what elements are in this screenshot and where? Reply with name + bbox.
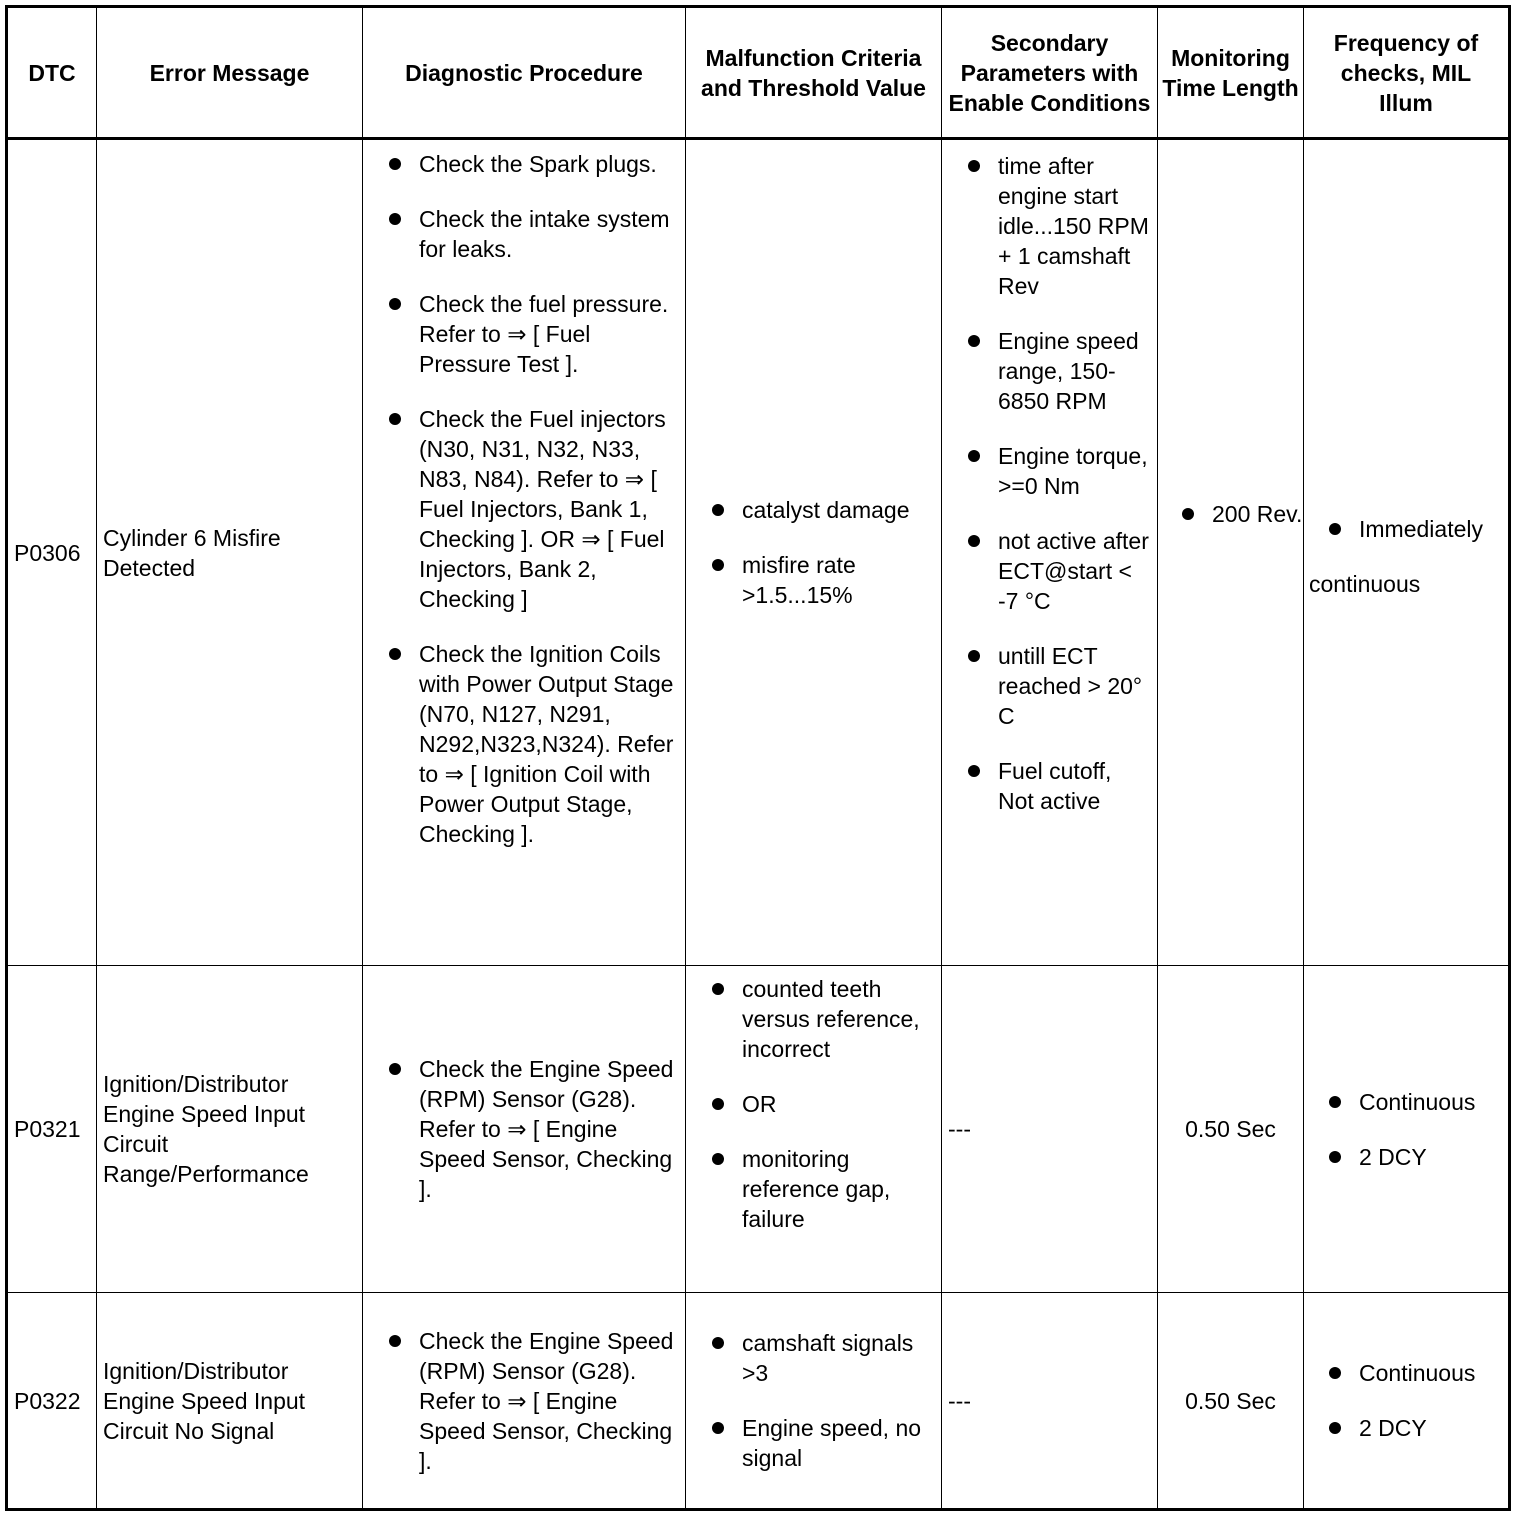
secondary-parameters [942,139,1158,966]
malfunction-criteria [686,966,942,1293]
list-item: misfire rate >1.5...15% [686,550,935,610]
frequency [1304,139,1510,966]
list-item: 200 Rev. [1158,499,1303,529]
list-item: 2 DCY [1304,1142,1508,1172]
list-item: Continuous [1304,1358,1508,1388]
diagnostic-procedure [363,966,686,1293]
list-item: Immediately [1304,514,1508,544]
list-item: catalyst damage [686,495,935,525]
list-item: Fuel cutoff, Not active [942,756,1153,816]
diagnostic-procedure [363,1293,686,1510]
table-row-p0321 [7,966,1510,1293]
list-item: Check the fuel pressure. Refer to ⇒ [ Fuel Pressure Test ]. [363,289,681,379]
header-dtc: DTC [7,7,97,139]
secondary-parameters: --- [942,966,1158,1293]
diagnostic-procedure [363,139,686,966]
list-item: Engine torque, >=0 Nm [942,441,1153,501]
frequency-note: continuous [1309,571,1421,597]
secondary-parameters: --- [942,1293,1158,1510]
list-item: OR [686,1089,937,1119]
list-item: untill ECT reached > 20° C [942,641,1153,731]
list-item: Engine speed range, 150-6850 RPM [942,326,1153,416]
list-item: counted teeth versus reference, incorrect [686,974,937,1064]
malfunction-criteria [686,139,942,966]
header-row [7,7,1510,139]
header-diagnostic-procedure: Diagnostic Procedure [363,7,686,139]
list-item: camshaft signals >3 [686,1328,937,1388]
list-item: 2 DCY [1304,1413,1508,1443]
list-item: Check the Ignition Coils with Power Output Stage (N70, N127, N291, N292,N323,N324). Refer to ⇒ [ Ignition Coil with Power Output Stage, Checking ]. [363,639,681,849]
list-item: not active after ECT@start < -7 °C [942,526,1153,616]
table-row-p0322 [7,1293,1510,1510]
list-item: Check the intake system for leaks. [363,204,681,264]
header-monitoring-time: Monitoring Time Length [1158,7,1304,139]
frequency [1304,1293,1510,1510]
header-frequency: Frequency of checks, MIL Illum [1304,7,1510,139]
list-item: Continuous [1304,1087,1508,1117]
header-error-message: Error Message [97,7,363,139]
header-malfunction-criteria: Malfunction Criteria and Threshold Value [686,7,942,139]
dtc-code: P0306 [7,139,97,966]
monitoring-time: 0.50 Sec [1158,1293,1304,1510]
monitoring-time [1158,139,1304,966]
header-secondary-parameters: Secondary Parameters with Enable Conditions [942,7,1158,139]
list-item: Check the Fuel injectors (N30, N31, N32, N33, N83, N84). Refer to ⇒ [ Fuel Injectors, Bank 1, Checking ]. OR ⇒ [ Fuel Injectors, Bank 2, Checking ] [363,404,681,614]
frequency [1304,966,1510,1293]
list-item: time after engine start idle...150 RPM + 1 camshaft Rev [942,151,1153,301]
error-message: Ignition/Distributor Engine Speed Input Circuit Range/Performance [97,966,363,1293]
malfunction-criteria [686,1293,942,1510]
error-message: Cylinder 6 Misfire Detected [97,139,363,966]
table-row-p0306 [7,139,1510,966]
error-message: Ignition/Distributor Engine Speed Input Circuit No Signal [97,1293,363,1510]
list-item: monitoring reference gap, failure [686,1144,937,1234]
dtc-code: P0321 [7,966,97,1293]
monitoring-time: 0.50 Sec [1158,966,1304,1293]
dtc-table [5,5,1511,1511]
dtc-code: P0322 [7,1293,97,1510]
list-item: Check the Spark plugs. [363,149,681,179]
list-item: Engine speed, no signal [686,1413,937,1473]
list-item: Check the Engine Speed (RPM) Sensor (G28). Refer to ⇒ [ Engine Speed Sensor, Checking ]. [363,1326,681,1476]
list-item: Check the Engine Speed (RPM) Sensor (G28). Refer to ⇒ [ Engine Speed Sensor, Checking ]. [363,1054,681,1204]
